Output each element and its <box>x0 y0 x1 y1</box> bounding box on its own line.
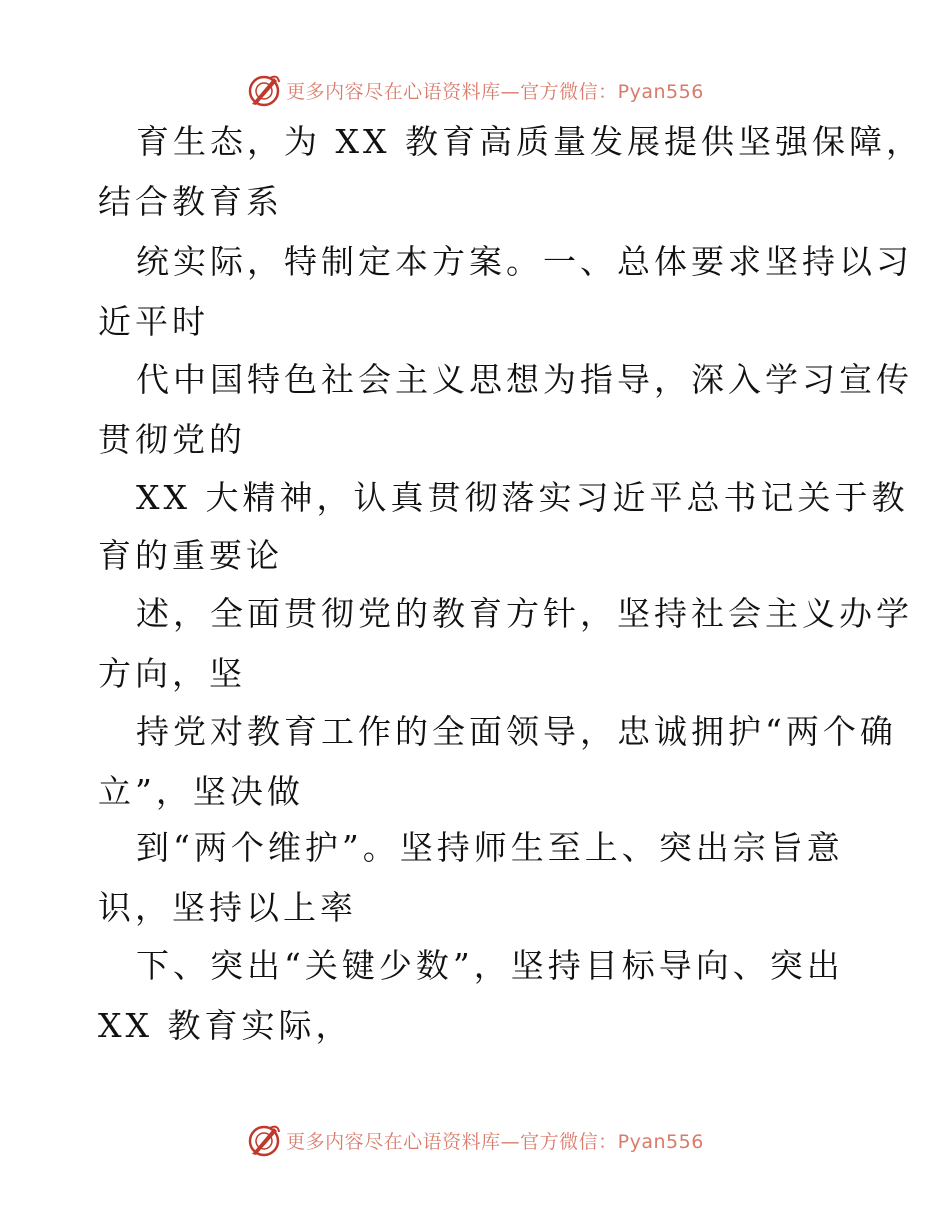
body-line: 近平时 <box>98 302 209 341</box>
body-line: 育生态，为 XX 教育高质量发展提供坚强保障， <box>136 122 923 161</box>
body-line: 持党对教育工作的全面领导，忠诚拥护“两个确 <box>136 712 897 751</box>
body-line: XX 教育实际， <box>98 1006 353 1045</box>
body-line: 方向，坚 <box>98 654 246 693</box>
body-line: 结合教育系 <box>98 182 283 221</box>
quill-pen-logo-icon <box>246 1122 282 1158</box>
body-line: 述，全面贯彻党的教育方针，坚持社会主义办学 <box>136 594 913 633</box>
footer-banner <box>0 1120 950 1160</box>
body-line: XX 大精神，认真贯彻落实习近平总书记关于教 <box>136 478 909 517</box>
banner-text: 更多内容尽在心语资料库—官方微信：Pyan556 <box>286 80 704 103</box>
body-line: 代中国特色社会主义思想为指导，深入学习宣传 <box>136 360 913 399</box>
body-line: 到“两个维护”。坚持师生至上、突出宗旨意 <box>136 828 844 867</box>
body-line: 立”，坚决做 <box>98 772 304 811</box>
banner-text: 更多内容尽在心语资料库—官方微信：Pyan556 <box>286 1130 704 1153</box>
header-banner <box>0 70 950 110</box>
body-line: 下、突出“关键少数”，坚持目标导向、突出 <box>136 946 844 985</box>
body-line: 统实际，特制定本方案。一、总体要求坚持以习 <box>136 242 913 281</box>
body-line: 贯彻党的 <box>98 420 246 459</box>
body-line: 识，坚持以上率 <box>98 888 357 927</box>
quill-pen-logo-icon <box>246 72 282 108</box>
body-line: 育的重要论 <box>98 536 283 575</box>
